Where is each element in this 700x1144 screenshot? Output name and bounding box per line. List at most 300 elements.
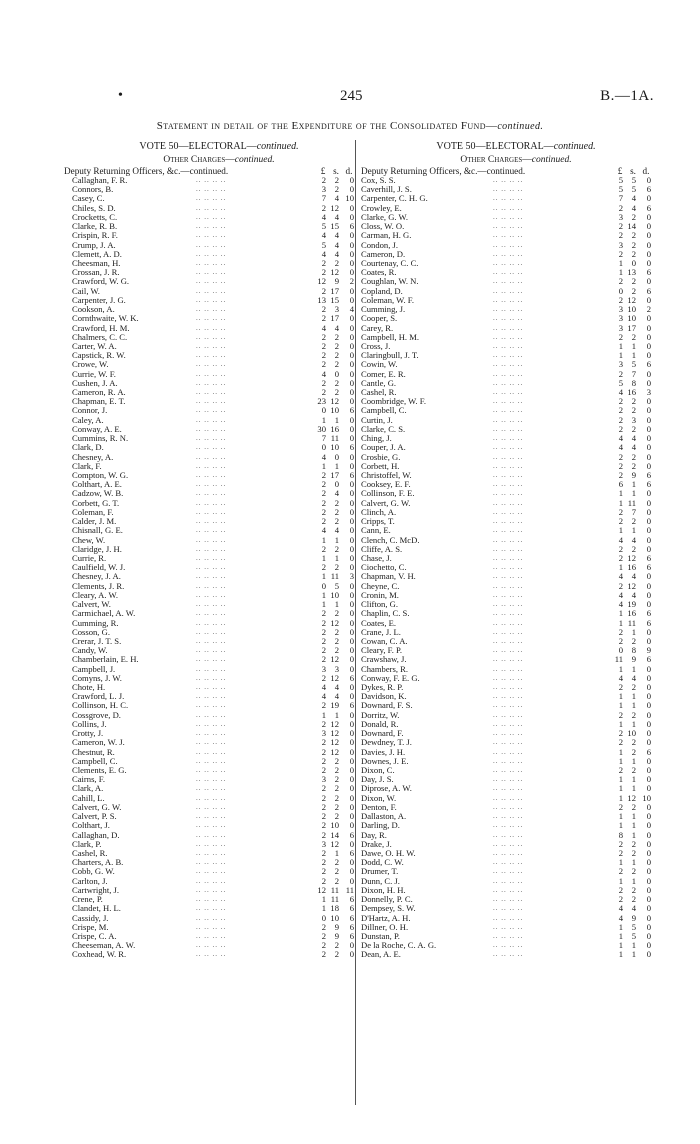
amount-pence: 0 xyxy=(646,294,651,305)
amount-pounds: 1 xyxy=(618,811,623,822)
amount-pounds: 2 xyxy=(618,847,623,858)
leader-dots: .. .. .. .. xyxy=(493,646,524,655)
amount-pence: 6 xyxy=(646,267,651,278)
subheading-suffix: continued. xyxy=(531,155,572,165)
amount-pence: 0 xyxy=(349,765,354,775)
payee-name: Calvert, P. S. xyxy=(72,811,117,822)
amount-shillings: 2 xyxy=(631,801,636,812)
leader-dots: .. .. .. .. xyxy=(196,185,227,194)
amount-pounds: 1 xyxy=(618,783,623,794)
payee-name: Collinson, F. E. xyxy=(361,488,415,499)
payee-name: Copland, D. xyxy=(361,285,403,296)
amount-shillings: 5 xyxy=(631,921,636,932)
amount-shillings: 4 xyxy=(334,525,339,536)
amount-shillings: 10 xyxy=(330,589,339,600)
amount-pounds: 4 xyxy=(618,589,623,600)
leader-dots: .. .. .. .. xyxy=(196,950,227,959)
table-row xyxy=(361,351,651,360)
payee-name: Crump, J. A. xyxy=(72,239,116,250)
amount-pence: 0 xyxy=(646,912,651,923)
table-row xyxy=(361,849,651,858)
amount-pounds: 2 xyxy=(618,294,623,305)
payee-name: Cooper, S. xyxy=(361,313,398,324)
table-row xyxy=(361,314,651,323)
leader-dots: .. .. .. .. xyxy=(196,517,227,526)
payee-name: Carman, H. G. xyxy=(361,230,412,241)
amount-shillings: 2 xyxy=(631,451,636,462)
amount-pence: 0 xyxy=(349,608,354,619)
amount-pence: 0 xyxy=(349,202,354,213)
amount-pence: 0 xyxy=(349,940,354,951)
leader-dots: .. .. .. .. xyxy=(196,618,227,627)
amount-shillings: 12 xyxy=(330,728,339,739)
amount-shillings: 5 xyxy=(631,359,636,370)
amount-shillings: 2 xyxy=(334,506,339,517)
amount-pounds: 2 xyxy=(321,783,326,794)
payee-name: Drake, J. xyxy=(361,838,392,849)
leader-dots: .. .. .. .. xyxy=(196,646,227,655)
amount-pounds: 5 xyxy=(618,377,623,388)
amount-pence: 4 xyxy=(349,304,354,315)
amount-shillings: 2 xyxy=(631,682,636,693)
payee-name: Couper, J. A. xyxy=(361,442,406,453)
amount-shillings: 16 xyxy=(627,608,636,619)
leader-dots: .. .. .. .. xyxy=(196,839,227,848)
payee-name: Clifton, G. xyxy=(361,599,399,610)
amount-pounds: 1 xyxy=(321,534,326,545)
leader-dots: .. .. .. .. xyxy=(493,719,524,728)
amount-pence: 0 xyxy=(349,801,354,812)
amount-shillings: 2 xyxy=(334,792,339,803)
amount-pounds: 1 xyxy=(618,921,623,932)
payee-name: Dixon, C. xyxy=(361,765,395,775)
amount-pence: 3 xyxy=(646,387,651,398)
payee-name: Currie, W. F. xyxy=(72,368,116,379)
payee-name: Darling, D. xyxy=(361,820,400,831)
leader-dots: .. .. .. .. xyxy=(196,673,227,682)
amount-pounds: 2 xyxy=(321,718,326,729)
leader-dots: .. .. .. .. xyxy=(493,323,524,332)
amount-pence: 0 xyxy=(646,700,651,711)
amount-pence: 6 xyxy=(349,700,354,711)
amount-shillings: 12 xyxy=(330,672,339,683)
amount-pence: 0 xyxy=(349,635,354,646)
amount-shillings: 2 xyxy=(334,387,339,398)
leader-dots: .. .. .. .. xyxy=(196,249,227,258)
table-row xyxy=(64,886,354,895)
amount-shillings: 1 xyxy=(631,774,636,785)
payee-name: Calvert, G. W. xyxy=(361,497,411,508)
leader-dots: .. .. .. .. xyxy=(493,378,524,387)
amount-pence: 0 xyxy=(646,340,651,351)
payee-name: Chambers, R. xyxy=(361,663,409,674)
payee-name: Cassidy, J. xyxy=(72,912,109,923)
table-row xyxy=(361,231,651,240)
entries-list xyxy=(361,176,651,960)
amount-pounds: 1 xyxy=(321,599,326,610)
leader-dots: .. .. .. .. xyxy=(196,931,227,940)
leader-dots: .. .. .. .. xyxy=(493,609,524,618)
amount-pounds: 2 xyxy=(321,359,326,370)
leader-dots: .. .. .. .. xyxy=(196,600,227,609)
amount-shillings: 2 xyxy=(334,175,339,185)
amount-pounds: 3 xyxy=(618,322,623,333)
pounds-header: £ xyxy=(617,166,623,176)
leader-dots: .. .. .. .. xyxy=(196,553,227,562)
leader-dots: .. .. .. .. xyxy=(493,858,524,867)
amount-pounds: 1 xyxy=(618,350,623,361)
payee-name: Cumming, J. xyxy=(361,304,406,315)
amount-pounds: 2 xyxy=(321,755,326,766)
leader-dots: .. .. .. .. xyxy=(196,341,227,350)
payee-name: Diprose, A. W. xyxy=(361,783,412,794)
amount-pence: 0 xyxy=(646,239,651,250)
payee-name: Clinch, A. xyxy=(361,506,397,517)
payee-name: Dixon, H. H. xyxy=(361,884,406,895)
pounds-header: £ xyxy=(320,166,326,176)
amount-pounds: 1 xyxy=(618,488,623,499)
payee-name: Crawshaw, J. xyxy=(361,654,407,665)
amount-shillings: 2 xyxy=(631,737,636,748)
leader-dots: .. .. .. .. xyxy=(196,812,227,821)
amount-pounds: 1 xyxy=(618,691,623,702)
amount-shillings: 2 xyxy=(334,801,339,812)
payee-name: Coates, E. xyxy=(361,617,397,628)
leader-dots: .. .. .. .. xyxy=(196,904,227,913)
amount-shillings: 4 xyxy=(631,589,636,600)
amount-pounds: 2 xyxy=(321,746,326,757)
leader-dots: .. .. .. .. xyxy=(196,351,227,360)
amount-pence: 0 xyxy=(646,940,651,951)
amount-pounds: 2 xyxy=(321,940,326,951)
payee-name: Cann, E. xyxy=(361,525,391,536)
leader-dots: .. .. .. .. xyxy=(493,627,524,636)
right-column xyxy=(361,140,651,960)
payee-name: Cashel, R. xyxy=(72,847,108,858)
amount-shillings: 2 xyxy=(631,635,636,646)
amount-shillings: 3 xyxy=(631,414,636,425)
amount-shillings: 2 xyxy=(631,884,636,895)
leader-dots: .. .. .. .. xyxy=(196,240,227,249)
amount-pence: 0 xyxy=(349,368,354,379)
table-row xyxy=(64,453,354,462)
amount-pence: 0 xyxy=(646,930,651,941)
payee-name: Clarke, C. S. xyxy=(361,423,406,434)
leader-dots: .. .. .. .. xyxy=(196,388,227,397)
vote-heading xyxy=(84,140,354,154)
amount-pence: 0 xyxy=(646,875,651,886)
payee-name: Clarke, R. B. xyxy=(72,221,118,232)
amount-pence: 0 xyxy=(349,534,354,545)
amount-shillings: 2 xyxy=(631,230,636,241)
group-heading-row xyxy=(361,166,651,176)
payee-name: Ching, J. xyxy=(361,433,392,444)
amount-shillings: 2 xyxy=(631,423,636,434)
amount-shillings: 4 xyxy=(334,682,339,693)
leader-dots: .. .. .. .. xyxy=(493,249,524,258)
leader-dots: .. .. .. .. xyxy=(196,609,227,618)
amount-pounds: 2 xyxy=(321,608,326,619)
amount-pence: 0 xyxy=(646,193,651,204)
leader-dots: .. .. .. .. xyxy=(493,913,524,922)
amount-shillings: 4 xyxy=(334,322,339,333)
amount-pounds: 2 xyxy=(321,820,326,831)
table-row xyxy=(64,406,354,415)
amount-pounds: 4 xyxy=(618,442,623,453)
leader-dots: .. .. .. .. xyxy=(196,858,227,867)
amount-shillings: 4 xyxy=(631,903,636,914)
amount-pounds: 5 xyxy=(321,221,326,232)
amount-pence: 0 xyxy=(349,589,354,600)
amount-pounds: 4 xyxy=(321,451,326,462)
subheading-text: Other Charges— xyxy=(163,155,235,165)
amount-shillings: 2 xyxy=(334,645,339,656)
leader-dots: .. .. .. .. xyxy=(196,572,227,581)
amount-pence: 0 xyxy=(349,728,354,739)
payee-name: Carter, W. A. xyxy=(72,340,117,351)
payee-name: Clarke, G. W. xyxy=(361,211,409,222)
amount-pence: 0 xyxy=(349,783,354,794)
amount-shillings: 2 xyxy=(334,497,339,508)
leader-dots: .. .. .. .. xyxy=(196,397,227,406)
amount-pence: 11 xyxy=(345,884,354,895)
amount-pounds: 2 xyxy=(618,221,623,232)
subheading xyxy=(84,154,354,166)
amount-shillings: 3 xyxy=(334,304,339,315)
amount-pence: 0 xyxy=(646,516,651,527)
statement-title-text: Statement in detail of the Expenditure of the Consolidated Fund— xyxy=(156,120,498,132)
leader-dots: .. .. .. .. xyxy=(196,471,227,479)
table-row xyxy=(361,609,651,618)
amount-pounds: 1 xyxy=(618,875,623,886)
amount-pence: 0 xyxy=(349,626,354,637)
table-row xyxy=(361,333,651,342)
leader-dots: .. .. .. .. xyxy=(196,729,227,738)
amount-pence: 0 xyxy=(646,820,651,831)
amount-pounds: 4 xyxy=(321,230,326,241)
payee-name: Calvert, W. xyxy=(72,599,111,610)
amount-shillings: 10 xyxy=(627,313,636,324)
payee-name: Coates, R. xyxy=(361,267,397,278)
amount-pence: 0 xyxy=(349,230,354,241)
amount-shillings: 0 xyxy=(334,479,339,490)
leader-dots: .. .. .. .. xyxy=(196,443,227,452)
amount-pence: 6 xyxy=(349,921,354,932)
amount-pounds: 4 xyxy=(618,903,623,914)
amount-pence: 6 xyxy=(349,470,354,480)
amount-pence: 0 xyxy=(646,313,651,324)
table-row xyxy=(361,443,651,452)
payee-name: Cooksey, E. F. xyxy=(361,479,411,490)
amount-pounds: 2 xyxy=(618,414,623,425)
leader-dots: .. .. .. .. xyxy=(196,830,227,839)
amount-pence: 6 xyxy=(646,552,651,563)
leader-dots: .. .. .. .. xyxy=(196,683,227,692)
leader-dots: .. .. .. .. xyxy=(196,258,227,267)
amount-shillings: 11 xyxy=(330,884,339,895)
amount-pence: 0 xyxy=(349,663,354,674)
amount-shillings: 4 xyxy=(334,239,339,250)
payee-name: De la Roche, C. A. G. xyxy=(361,940,437,951)
payee-name: Claringbull, J. T. xyxy=(361,350,419,361)
leader-dots: .. .. .. .. xyxy=(196,507,227,516)
amount-pence: 0 xyxy=(349,451,354,462)
amount-pounds: 2 xyxy=(618,552,623,563)
amount-pence: 0 xyxy=(349,387,354,398)
amount-pence: 0 xyxy=(646,442,651,453)
amount-pence: 0 xyxy=(349,506,354,517)
leader-dots: .. .. .. .. xyxy=(196,489,227,498)
amount-pence: 0 xyxy=(646,691,651,702)
amount-pounds: 4 xyxy=(321,248,326,259)
amount-shillings: 2 xyxy=(631,516,636,527)
leader-dots: .. .. .. .. xyxy=(493,766,524,774)
amount-pounds: 8 xyxy=(618,829,623,840)
amount-shillings: 2 xyxy=(334,184,339,195)
leader-dots: .. .. .. .. xyxy=(196,295,227,304)
leader-dots: .. .. .. .. xyxy=(493,692,524,701)
amount-pence: 0 xyxy=(646,801,651,812)
amount-shillings: 1 xyxy=(631,811,636,822)
amount-pounds: 1 xyxy=(618,525,623,536)
amount-pence: 10 xyxy=(642,792,651,803)
amount-shillings: 10 xyxy=(330,405,339,416)
amount-pence: 0 xyxy=(646,857,651,868)
leader-dots: .. .. .. .. xyxy=(196,268,227,277)
amount-pence: 0 xyxy=(349,322,354,333)
amount-pounds: 2 xyxy=(321,506,326,517)
amount-shillings: 9 xyxy=(631,654,636,665)
leader-dots: .. .. .. .. xyxy=(196,784,227,793)
leader-dots: .. .. .. .. xyxy=(493,498,524,507)
payee-name: Curtin, J. xyxy=(361,414,393,425)
amount-pence: 0 xyxy=(646,599,651,610)
amount-shillings: 2 xyxy=(631,276,636,287)
leader-dots: .. .. .. .. xyxy=(493,517,524,526)
leader-dots: .. .. .. .. xyxy=(196,581,227,590)
table-row xyxy=(361,766,651,775)
amount-pence: 0 xyxy=(646,331,651,342)
payee-name: Downard, F. xyxy=(361,728,404,739)
amount-pounds: 1 xyxy=(321,903,326,914)
payee-name: D'Hartz, A. H. xyxy=(361,912,411,923)
amount-shillings: 2 xyxy=(334,377,339,388)
amount-pence: 0 xyxy=(349,691,354,702)
amount-pounds: 2 xyxy=(618,894,623,905)
amount-shillings: 2 xyxy=(334,331,339,342)
table-row xyxy=(64,545,354,554)
amount-pounds: 2 xyxy=(321,516,326,527)
amount-pounds: 2 xyxy=(321,875,326,886)
amount-shillings: 7 xyxy=(631,368,636,379)
leader-dots: .. .. .. .. xyxy=(196,323,227,332)
amount-pounds: 0 xyxy=(321,580,326,591)
amount-pounds: 1 xyxy=(321,589,326,600)
amount-pounds: 2 xyxy=(321,340,326,351)
leader-dots: .. .. .. .. xyxy=(196,314,227,323)
table-row xyxy=(64,637,354,646)
amount-pence: 0 xyxy=(349,737,354,748)
amount-pence: 0 xyxy=(349,949,354,960)
amount-pence: 0 xyxy=(646,765,651,775)
amount-shillings: 1 xyxy=(631,479,636,490)
amount-pounds: 2 xyxy=(618,331,623,342)
amount-pounds: 1 xyxy=(618,340,623,351)
amount-pence: 0 xyxy=(349,857,354,868)
payee-name: Downard, F. S. xyxy=(361,700,413,711)
amount-pence: 6 xyxy=(646,285,651,296)
leader-dots: .. .. .. .. xyxy=(493,286,524,295)
leader-dots: .. .. .. .. xyxy=(196,719,227,728)
amount-shillings: 5 xyxy=(631,184,636,195)
table-row xyxy=(64,674,354,683)
amount-pence: 3 xyxy=(349,571,354,582)
payee-name: Courtenay, C. C. xyxy=(361,257,419,268)
table-row xyxy=(361,545,651,554)
table-row xyxy=(361,812,651,821)
leader-dots: .. .. .. .. xyxy=(493,747,524,756)
table-row xyxy=(361,370,651,379)
amount-shillings: 12 xyxy=(330,396,339,407)
amount-pence: 0 xyxy=(646,276,651,287)
amount-pounds: 2 xyxy=(618,423,623,434)
amount-pence: 0 xyxy=(349,396,354,407)
leader-dots: .. .. .. .. xyxy=(493,526,524,535)
amount-shillings: 8 xyxy=(631,377,636,388)
amount-pounds: 4 xyxy=(618,571,623,582)
leader-dots: .. .. .. .. xyxy=(493,812,524,821)
amount-pounds: 4 xyxy=(321,691,326,702)
amount-pounds: 2 xyxy=(321,792,326,803)
table-row xyxy=(361,194,651,203)
amount-pence: 0 xyxy=(646,497,651,508)
amount-pence: 0 xyxy=(349,294,354,305)
payee-name: Condon, J. xyxy=(361,239,399,250)
amount-pence: 0 xyxy=(349,184,354,195)
table-row xyxy=(361,757,651,766)
amount-pounds: 7 xyxy=(321,433,326,444)
amount-shillings: 19 xyxy=(627,599,636,610)
leader-dots: .. .. .. .. xyxy=(493,563,524,572)
amount-pounds: 1 xyxy=(321,414,326,425)
amount-pounds: 2 xyxy=(321,387,326,398)
leader-dots: .. .. .. .. xyxy=(196,231,227,240)
amount-pounds: 2 xyxy=(321,350,326,361)
payee-name: Collinson, H. C. xyxy=(72,700,129,711)
leader-dots: .. .. .. .. xyxy=(493,461,524,470)
leader-dots: .. .. .. .. xyxy=(493,388,524,397)
payee-name: Davidson, K. xyxy=(361,691,407,702)
payee-name: Compton, W. G. xyxy=(72,470,129,480)
table-row xyxy=(361,941,651,950)
amount-pence: 0 xyxy=(646,728,651,739)
payee-name: Crowe, W. xyxy=(72,359,109,370)
amount-pounds: 2 xyxy=(618,506,623,517)
amount-pence: 0 xyxy=(349,718,354,729)
amount-pounds: 3 xyxy=(321,838,326,849)
amount-pence: 6 xyxy=(646,479,651,490)
amount-pounds: 2 xyxy=(618,230,623,241)
amount-pounds: 2 xyxy=(321,285,326,296)
amount-pence: 0 xyxy=(646,405,651,416)
amount-pence: 0 xyxy=(646,755,651,766)
amount-pounds: 1 xyxy=(618,663,623,674)
leader-dots: .. .. .. .. xyxy=(196,305,227,314)
table-row xyxy=(361,582,651,591)
amount-shillings: 2 xyxy=(334,635,339,646)
leader-dots: .. .. .. .. xyxy=(196,802,227,811)
amount-pounds: 2 xyxy=(321,930,326,941)
